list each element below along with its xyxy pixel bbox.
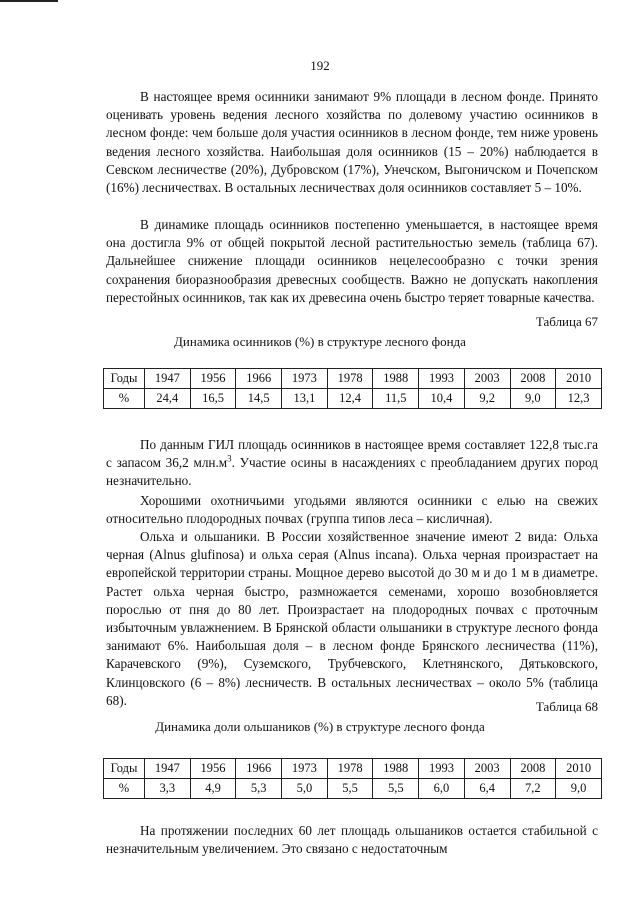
value-cell: 5,5 [327,779,373,799]
table-row-years [104,369,602,389]
table-68 [103,758,602,799]
year-cell: 2003 [464,369,510,389]
year-cell: 1947 [145,369,191,389]
year-cell: 2003 [464,759,510,779]
value-cell: 6,0 [419,779,465,799]
table-row-percent [104,389,602,409]
year-cell: 1988 [373,759,419,779]
value-cell: 3,3 [145,779,191,799]
value-cell: 24,4 [145,389,191,409]
value-cell: 12,4 [327,389,373,409]
value-cell: 5,3 [236,779,282,799]
paragraph-alder-stability: На протяжении последних 60 лет площадь ольшаников остается стабильной с незначительным увеличением. Это связано с недостаточным [106,823,598,857]
value-cell: 14,5 [236,389,282,409]
value-cell: 5,5 [373,779,419,799]
year-cell: 2010 [556,759,602,779]
paragraph-gil-data [106,436,598,491]
value-cell: 13,1 [282,389,328,409]
year-cell: 1988 [373,369,419,389]
table-67 [103,368,602,409]
year-cell: 1956 [190,369,236,389]
value-cell: 6,4 [464,779,510,799]
value-cell: 7,2 [510,779,556,799]
year-cell: 2008 [510,759,556,779]
cubic-superscript: 3 [227,453,232,464]
year-cell: 1973 [282,759,328,779]
scan-edge-mark [0,0,58,2]
year-cell: 1973 [282,369,328,389]
row-header-percent: % [104,779,145,799]
year-cell: 2010 [556,369,602,389]
year-cell: 1993 [419,759,465,779]
year-cell: 1978 [327,759,373,779]
table-67-label: Таблица 67 [535,314,598,329]
year-cell: 1966 [236,759,282,779]
row-header-percent: % [104,389,145,409]
paragraph-aspen-dynamics: В динамике площадь осинников постепенно уменьшается, в настоящее время она достигла 9% от общей покрытой лесной растительностью земель (таблица 67). Дальнейшее снижение площади осинников нецелесообразно с точки зрения сохранения биоразнообразия древесных сообществ. Важно не допускать накопления перестойных осинников, так как их древесина очень быстро теряет товарные качества. [106,217,598,305]
value-cell: 4,9 [190,779,236,799]
year-cell: 1947 [145,759,191,779]
value-cell: 5,0 [282,779,328,799]
table-row-percent [104,779,602,799]
gil-text: По данным ГИЛ площадь осинников в настоящее время составляет 122,8 тыс.га с запасом 36,2 млн.м [106,437,598,471]
row-header-years: Годы [104,369,145,389]
paragraph-aspen-share: В настоящее время осинники занимают 9% площади в лесном фонде. Принято оценивать уровень ведения лесного хозяйства по долевому участию осинников в лесном фонде: чем больше доля участия осинников в лесном фонде, тем ниже уровень ведения лесного хозяйства. Наибольшая доля осинников (15 – 20%) наблюдается в Севском лесничестве (20%), Дубровском (17%), Унечском, Выгоничском и Почепском (16%) лесничествах. В остальных лесничествах доля осинников составляет 5 – 10%. [106,89,598,196]
table-67-title: Динамика осинников (%) в структуре лесного фонда [174,334,466,349]
year-cell: 1978 [327,369,373,389]
table-68-title: Динамика доли ольшаников (%) в структуре лесного фонда [155,719,485,734]
year-cell: 1993 [419,369,465,389]
row-header-years: Годы [104,759,145,779]
table-row-years [104,759,602,779]
gil-text-rest: . Участие осины в насаждениях с преобладанием других пород незначительно. [106,455,598,489]
value-cell: 9,2 [464,389,510,409]
value-cell: 9,0 [556,779,602,799]
year-cell: 1956 [190,759,236,779]
value-cell: 12,3 [556,389,602,409]
value-cell: 10,4 [419,389,465,409]
value-cell: 16,5 [190,389,236,409]
table-68-label: Таблица 68 [535,699,598,714]
value-cell: 11,5 [373,389,419,409]
value-cell: 9,0 [510,389,556,409]
paragraph-hunting-grounds: Хорошими охотничьими угодьями являются осинники с елью на свежих относительно плодородных почвах (группа типов леса – кисличная). [106,493,598,527]
paragraph-alder: Ольха и ольшаники. В России хозяйственное значение имеют 2 вида: Ольха черная (Alnus glufinosa) и ольха серая (Alnus incana). Ольха черная произрастает на европейской территории страны. Мощное дерево высотой до 30 м и до 1 м в диаметре. Растет ольха черная быстро, размножается семенами, хорошо возобновляется порослью от пня до 80 лет. Произрастает на плодородных почвах с проточным избыточным увлажнением. В Брянской области ольшаники в структуре лесного фонда занимают 6%. Наибольшая доля – в лесном фонде Брянского лесничества (11%), Карачевского (9%), Суземского, Трубчевского, Клетнянского, Дятьковского, Клинцовского (6 – 8%) лесничеств. В остальных лесничествах – около 5% (таблица 68). [106,529,598,708]
year-cell: 1966 [236,369,282,389]
page-number: 192 [310,58,330,73]
year-cell: 2008 [510,369,556,389]
